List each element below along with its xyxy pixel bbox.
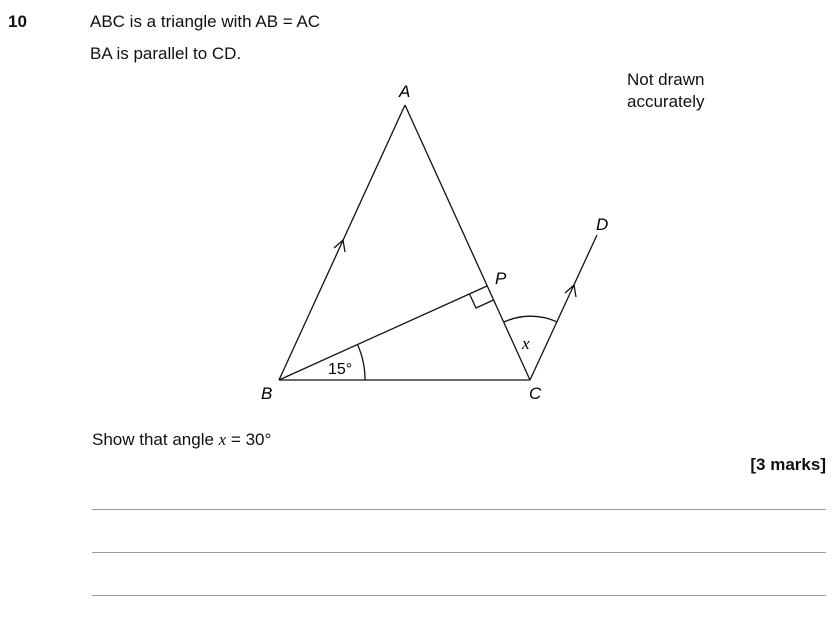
vertex-label-d: D: [596, 215, 609, 234]
vertex-label-a: A: [399, 82, 411, 101]
question-number: 10: [8, 12, 27, 31]
prompt-variable: x: [218, 430, 227, 449]
angle-arc-x: [504, 316, 557, 322]
show-that-prompt: [92, 430, 271, 450]
note-line-2: accurately: [627, 92, 705, 111]
prompt-text-after: = 30°: [226, 430, 272, 449]
angle-label-x: x: [522, 334, 530, 353]
right-angle-marker: [470, 294, 494, 308]
segment-bp: [279, 286, 487, 380]
parallel-arrow-ba: [334, 240, 345, 252]
point-label-p: P: [495, 269, 507, 288]
marks-label: [3 marks]: [750, 455, 826, 474]
question-line-1: ABC is a triangle with AB = AC: [90, 12, 321, 31]
angle-arc-15: [358, 345, 366, 381]
answer-line-3[interactable]: [92, 595, 826, 596]
prompt-text-before: Show that angle: [92, 430, 219, 449]
note-line-1: Not drawn: [627, 70, 705, 89]
vertex-label-b: B: [261, 384, 273, 403]
side-ac: [405, 105, 530, 380]
angle-label-15: 15°: [328, 361, 353, 378]
segment-cd: [530, 235, 597, 380]
vertex-label-c: C: [529, 384, 542, 403]
answer-line-2[interactable]: [92, 552, 826, 553]
answer-line-1[interactable]: [92, 509, 826, 510]
side-ba: [279, 105, 405, 380]
question-line-2: BA is parallel to CD.: [90, 44, 242, 63]
